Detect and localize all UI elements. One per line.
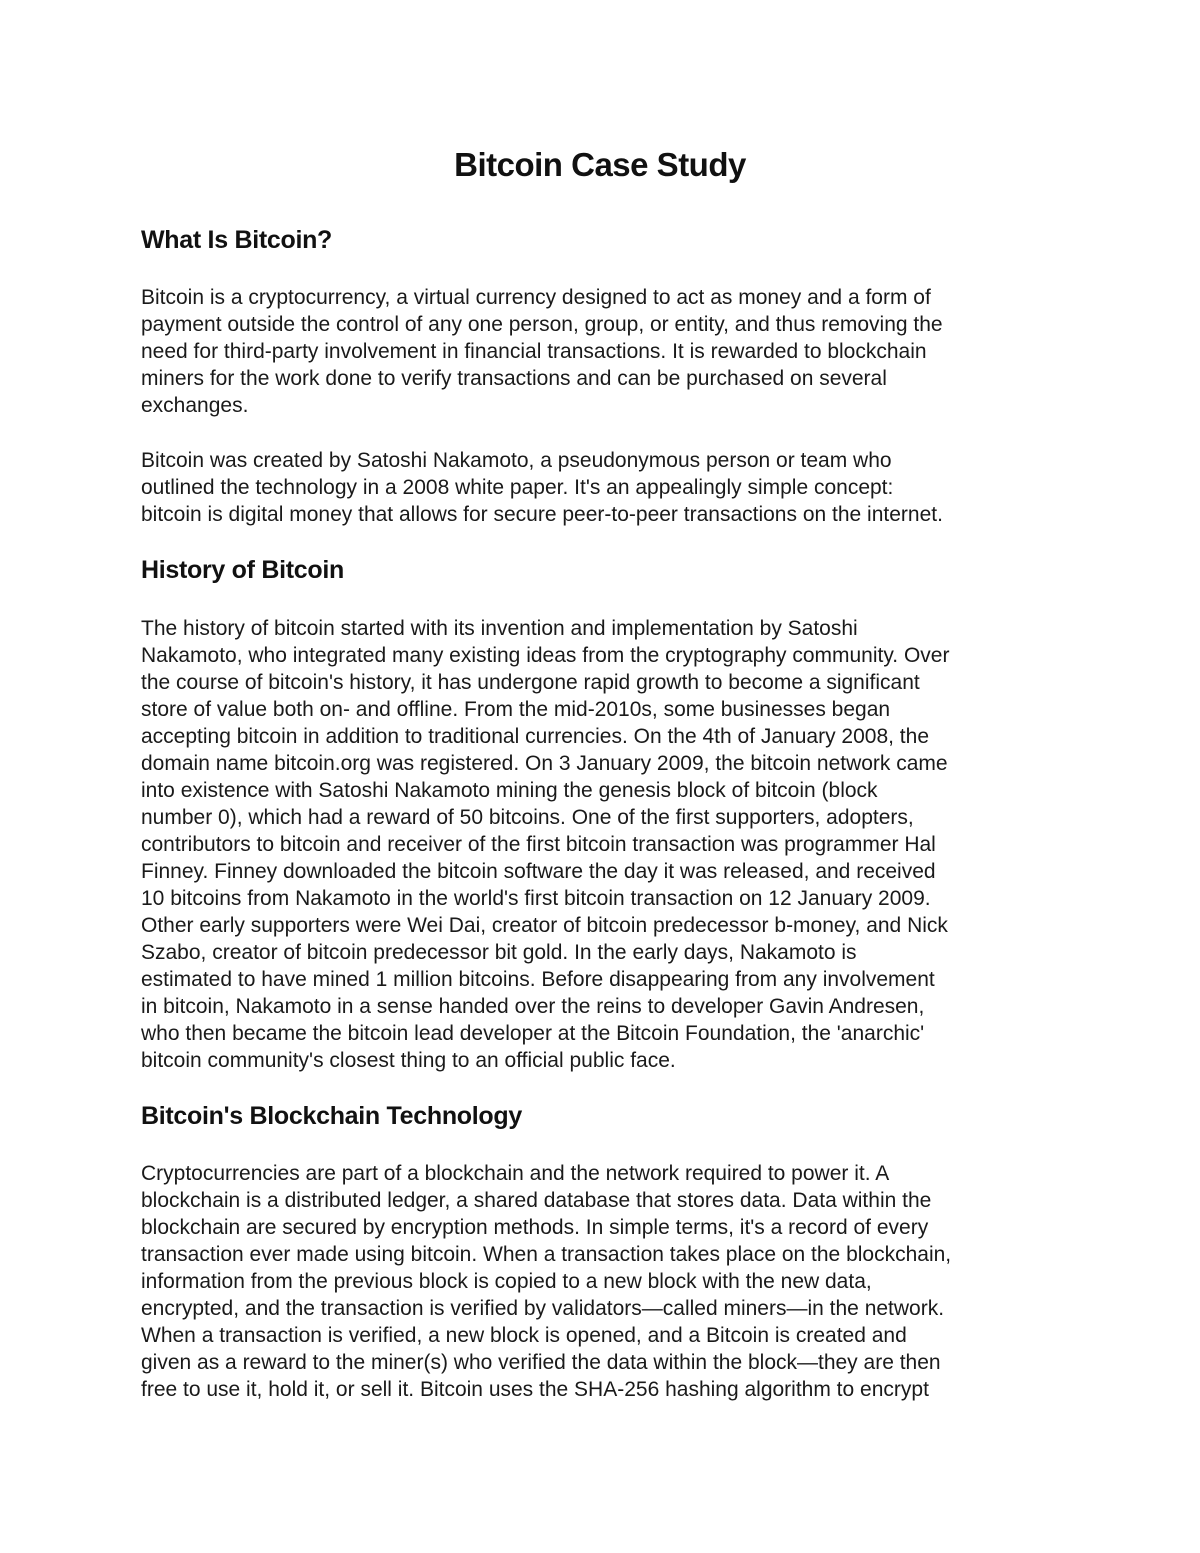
text-line: given as a reward to the miner(s) who verified the data within the block—they are then [141, 1351, 941, 1374]
text-line: accepting bitcoin in addition to traditional currencies. On the 4th of January 2008, the [141, 725, 929, 748]
section-heading-blockchain: Bitcoin's Blockchain Technology [141, 1102, 522, 1130]
text-line: contributors to bitcoin and receiver of the first bitcoin transaction was programmer Hal [141, 833, 936, 856]
paragraph [141, 447, 943, 528]
text-line: in bitcoin, Nakamoto in a sense handed over the reins to developer Gavin Andresen, [141, 995, 925, 1018]
text-line: bitcoin community's closest thing to an official public face. [141, 1049, 676, 1072]
text-line: Bitcoin is a cryptocurrency, a virtual currency designed to act as money and a form of [141, 286, 931, 309]
paragraph [141, 615, 949, 1074]
text-line: When a transaction is verified, a new block is opened, and a Bitcoin is created and [141, 1324, 907, 1347]
document-title: Bitcoin Case Study [454, 146, 746, 183]
text-line: information from the previous block is copied to a new block with the new data, [141, 1270, 872, 1293]
text-line: Cryptocurrencies are part of a blockchain and the network required to power it. A [141, 1162, 890, 1185]
paragraph [141, 284, 943, 419]
text-line: Finney. Finney downloaded the bitcoin software the day it was released, and received [141, 860, 936, 883]
text-line: Szabo, creator of bitcoin predecessor bit gold. In the early days, Nakamoto is [141, 941, 857, 964]
text-line: Bitcoin was created by Satoshi Nakamoto, a pseudonymous person or team who [141, 449, 892, 472]
text-line: store of value both on- and offline. From the mid-2010s, some businesses began [141, 698, 891, 721]
text-line: bitcoin is digital money that allows for secure peer-to-peer transactions on the internet. [141, 503, 943, 526]
text-line: domain name bitcoin.org was registered. On 3 January 2009, the bitcoin network came [141, 752, 948, 775]
text-line: transaction ever made using bitcoin. When a transaction takes place on the blockchain, [141, 1243, 952, 1266]
text-line: exchanges. [141, 394, 249, 417]
section-heading-history: History of Bitcoin [141, 556, 344, 584]
text-line: payment outside the control of any one person, group, or entity, and thus removing the [141, 313, 943, 336]
text-line: estimated to have mined 1 million bitcoins. Before disappearing from any involvement [141, 968, 935, 991]
text-line: into existence with Satoshi Nakamoto mining the genesis block of bitcoin (block [141, 779, 878, 802]
text-line: outlined the technology in a 2008 white paper. It's an appealingly simple concept: [141, 476, 894, 499]
paragraph [141, 1160, 951, 1403]
text-line: Nakamoto, who integrated many existing ideas from the cryptography community. Over [141, 644, 950, 667]
text-line: number 0), which had a reward of 50 bitcoins. One of the first supporters, adopters, [141, 806, 914, 829]
text-line: miners for the work done to verify transactions and can be purchased on several [141, 367, 887, 390]
text-line: who then became the bitcoin lead developer at the Bitcoin Foundation, the 'anarchic' [141, 1022, 925, 1045]
text-line: the course of bitcoin's history, it has undergone rapid growth to become a significant [141, 671, 920, 694]
section-heading-what-is-bitcoin: What Is Bitcoin? [141, 226, 333, 254]
text-line: 10 bitcoins from Nakamoto in the world's first bitcoin transaction on 12 January 2009. [141, 887, 931, 910]
text-line: Other early supporters were Wei Dai, creator of bitcoin predecessor b-money, and Nick [141, 914, 948, 937]
text-line: blockchain is a distributed ledger, a shared database that stores data. Data within the [141, 1189, 932, 1212]
text-line: free to use it, hold it, or sell it. Bitcoin uses the SHA-256 hashing algorithm to encrypt [141, 1378, 929, 1401]
text-line: The history of bitcoin started with its invention and implementation by Satoshi [141, 617, 858, 640]
text-line: need for third-party involvement in financial transactions. It is rewarded to blockchain [141, 340, 927, 363]
text-line: encrypted, and the transaction is verified by validators—called miners—in the network. [141, 1297, 945, 1320]
text-line: blockchain are secured by encryption methods. In simple terms, it's a record of every [141, 1216, 929, 1239]
